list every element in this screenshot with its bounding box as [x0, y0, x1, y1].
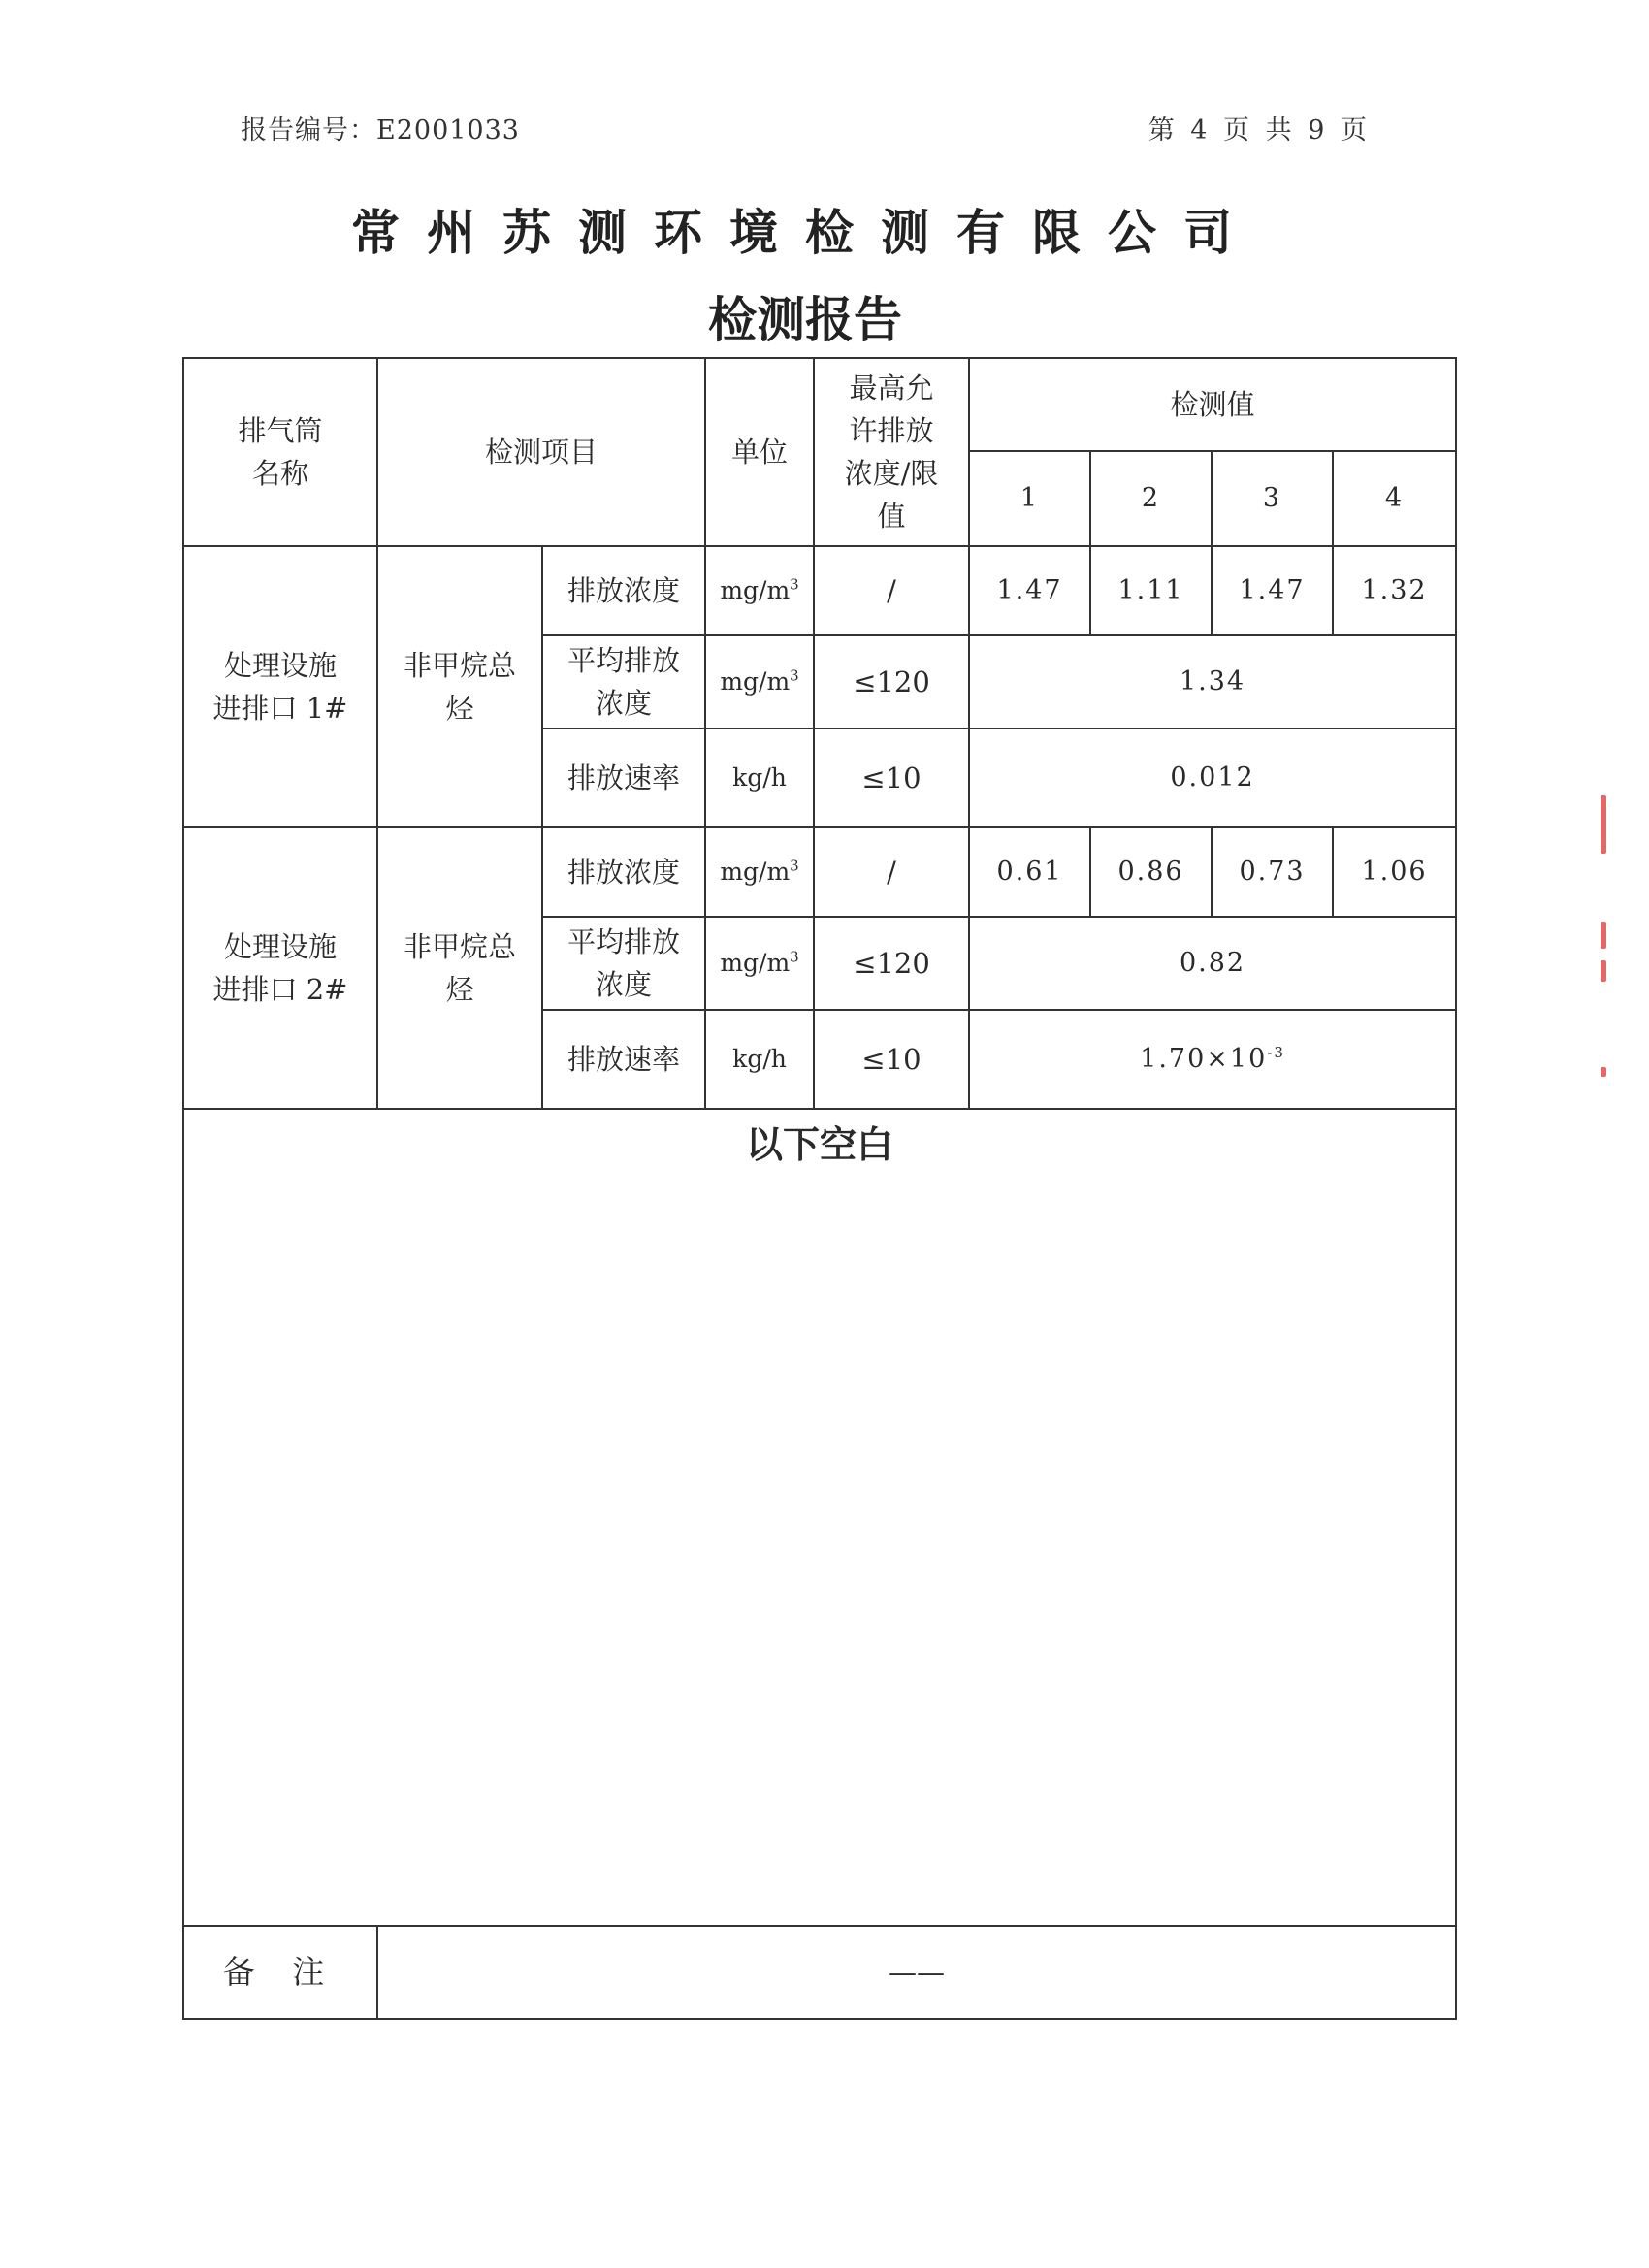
limit-cell: ≤10 [814, 729, 969, 827]
header-unit: 单位 [705, 358, 814, 546]
report-number-label: 报告编号： [241, 115, 376, 146]
pollutant-1: 非甲烷总烃 [377, 546, 542, 827]
outlet-name-1: 处理设施进排口 1# [183, 546, 377, 827]
rate-value-cell: 0.012 [969, 729, 1456, 827]
pollutant-2: 非甲烷总烃 [377, 827, 542, 1109]
value-cell: 0.73 [1212, 827, 1333, 917]
sub-item: 平均排放浓度 [542, 635, 705, 729]
sub-item: 排放速率 [542, 729, 705, 827]
limit-cell: ≤120 [814, 917, 969, 1010]
blank-below-note: 以下空白 [183, 1109, 1456, 1926]
value-cell: 1.11 [1090, 546, 1212, 635]
report-number [241, 109, 520, 146]
value-cell: 1.47 [1212, 546, 1333, 635]
header-test-values: 检测值 [969, 358, 1456, 451]
header-run-1: 1 [969, 451, 1090, 546]
unit-cell: kg/h [705, 729, 814, 827]
average-value-cell: 1.34 [969, 635, 1456, 729]
seal-fragment [1600, 922, 1606, 949]
value-cell: 1.06 [1333, 827, 1456, 917]
sub-item: 平均排放浓度 [542, 917, 705, 1010]
header-limit: 最高允许排放浓度/限值 [814, 358, 969, 546]
page-info: 第 4 页 共 9 页 [1148, 115, 1368, 146]
limit-cell: / [814, 546, 969, 635]
value-cell: 0.61 [969, 827, 1090, 917]
average-value-cell: 0.82 [969, 917, 1456, 1010]
header-run-2: 2 [1090, 451, 1212, 546]
remark-label: 备 注 [183, 1926, 377, 2019]
value-cell: 0.86 [1090, 827, 1212, 917]
header-outlet-name: 排气筒名称 [183, 358, 377, 546]
seal-fragment [1600, 960, 1606, 982]
sub-item: 排放浓度 [542, 827, 705, 917]
sub-item: 排放浓度 [542, 546, 705, 635]
unit-cell: $mg/m^3$ [705, 635, 814, 729]
rate-value-cell: $1.70\times 10^{-3}$ [969, 1010, 1456, 1109]
limit-cell: ≤120 [814, 635, 969, 729]
emission-test-table [182, 357, 1457, 2020]
value-cell: 1.47 [969, 546, 1090, 635]
document-title: 检测报告 [708, 291, 902, 348]
report-number-value: E2001033 [376, 115, 520, 146]
sub-item: 排放速率 [542, 1010, 705, 1109]
limit-cell: ≤10 [814, 1010, 969, 1109]
outlet-name-2: 处理设施进排口 2# [183, 827, 377, 1109]
header-run-4: 4 [1333, 451, 1456, 546]
header-run-3: 3 [1212, 451, 1333, 546]
seal-fragment [1600, 1067, 1606, 1077]
unit-cell: kg/h [705, 1010, 814, 1109]
unit-cell: $mg/m^3$ [705, 917, 814, 1010]
remark-value: —— [377, 1926, 1456, 2019]
value-cell: 1.32 [1333, 546, 1456, 635]
company-name: 常州苏测环境检测有限公司 [351, 204, 1259, 261]
unit-cell: $mg/m^3$ [705, 546, 814, 635]
header-test-item: 检测项目 [377, 358, 705, 546]
seal-fragment [1600, 795, 1606, 854]
limit-cell: / [814, 827, 969, 917]
unit-cell: $mg/m^3$ [705, 827, 814, 917]
